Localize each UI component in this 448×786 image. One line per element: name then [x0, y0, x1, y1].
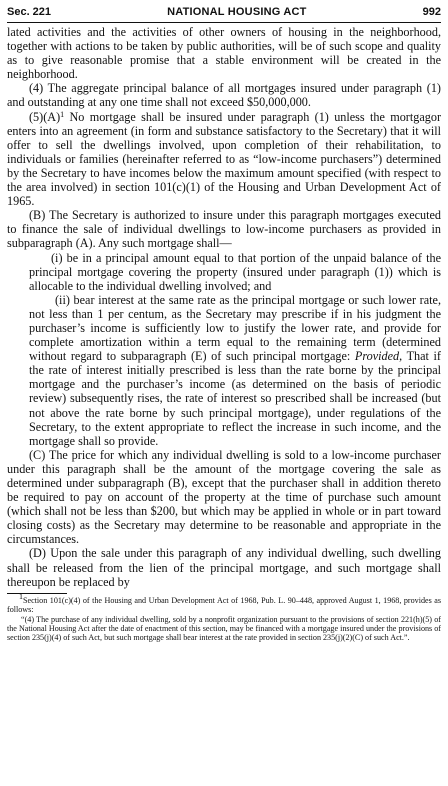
page-number: 992: [422, 6, 441, 18]
paragraph-5a-text: No mortgage shall be insured under paragraph (1) unless the mortgagor enters into an agreement (in form and substance satisfactory to the Secretary) that it will offer to sell the dwellings involved, upon completion of their rehabilitation, to individuals or families (hereinafter referred to as “low-income purchasers”) determined by the Secretary to have incomes below the maximum amount specified (with respect to the area involved) in section 101(c)(1) of the Housing and Urban Development Act of 1965.: [7, 109, 441, 209]
body-text: [7, 25, 441, 589]
paragraph-5c: (C) The price for which any individual dwelling is sold to a low-income purchaser under this paragraph shall be the amount of the mortgage covering the sale as determined under subparagraph (B), except that the purchaser shall in addition thereto be required to pay on account of the property at the time of purchase such amount (which shall not be less than $200, but which may be applied in whole or in part toward closing costs) as the Secretary may determine to be reasonable and appropriate in the circumstances.: [7, 447, 441, 547]
footnote-1: [7, 591, 441, 615]
paragraph-5a-label: (5)(A): [29, 109, 61, 124]
paragraph-5d: (D) Upon the sale under this paragraph of any individual dwelling, such dwelling shall be released from the lien of the principal mortgage, and such mortgage shall thereupon be replaced by: [7, 546, 441, 589]
footnote-ref-1: 1: [60, 109, 65, 119]
footnote-mark-1: 1: [19, 591, 23, 601]
footnote-1-text: Section 101(c)(4) of the Housing and Urban Development Act of 1968, Pub. L. 90–448, approved August 1, 1968, provides as follows:: [7, 595, 441, 615]
clause-i: (i) be in a principal amount equal to that portion of the unpaid balance of the principal mortgage covering the property (insured under paragraph (1)) which is allocable to the individual dwelling involved; and: [29, 250, 441, 293]
clause-ii-proviso: That if the rate of interest initially prescribed is less than the rate borne by the principal mortgage and the purchaser’s income (as determined on the basis of periodic review) subsequently rises, the rate of interest so prescribed shall be increased (but not above the rate borne by such principal mortgage), under regulations of the Secretary, to the extent appropriate to reflect the increase in such income, and the mortgage shall so provide.: [29, 349, 441, 448]
section-label: Sec. 221: [7, 6, 52, 18]
footnote-1-quote: “(4) The purchase of any individual dwelling, sold by a nonprofit organization pursuant to the provisions of section 221(h)(5) of the National Housing Act after the date of enactment of this section, may be financed with a mortgage insured under the provisions of section 235(j)(4) of such Act, but such mortgage shall bear interest at the rate provided in section 235(j)(2)(C) of such Act.”.: [7, 614, 441, 643]
running-header: [7, 6, 441, 22]
proviso-italic: Provided,: [354, 349, 403, 364]
paragraph-continuation: lated activities and the activities of other owners of housing in the neighborhood, together with actions to be taken by public authorities, will be of such scope and quality as to give reasonable promise that a stable environment will be created in the neighborhood.: [7, 25, 441, 82]
paragraph-5a: [7, 110, 441, 209]
paragraph-5b: (B) The Secretary is authorized to insure under this paragraph mortgages executed to finance the sale of individual dwellings to low-income purchasers as provided in subparagraph (A). Any such mortgage shall—: [7, 208, 441, 251]
footnote-rule: [7, 593, 67, 594]
header-rule: [7, 22, 441, 23]
paragraph-4: (4) The aggregate principal balance of all mortgages insured under paragraph (1) and outstanding at any one time shall not exceed $50,000,000.: [7, 81, 441, 110]
clause-ii: [7, 293, 441, 448]
clause-ii-text: (ii) bear interest at the same rate as the principal mortgage or such lower rate, not less than 1 per centum, as the Secretary may prescribe if in his judgment the purchaser’s income is sufficiently low to justify the lower rate, and provide for complete amortization within a term equal to the remaining term (determined without regard to subparagraph (E) of such principal mortgage:: [29, 292, 441, 364]
running-title: NATIONAL HOUSING ACT: [167, 6, 307, 18]
footnotes: [7, 591, 441, 643]
